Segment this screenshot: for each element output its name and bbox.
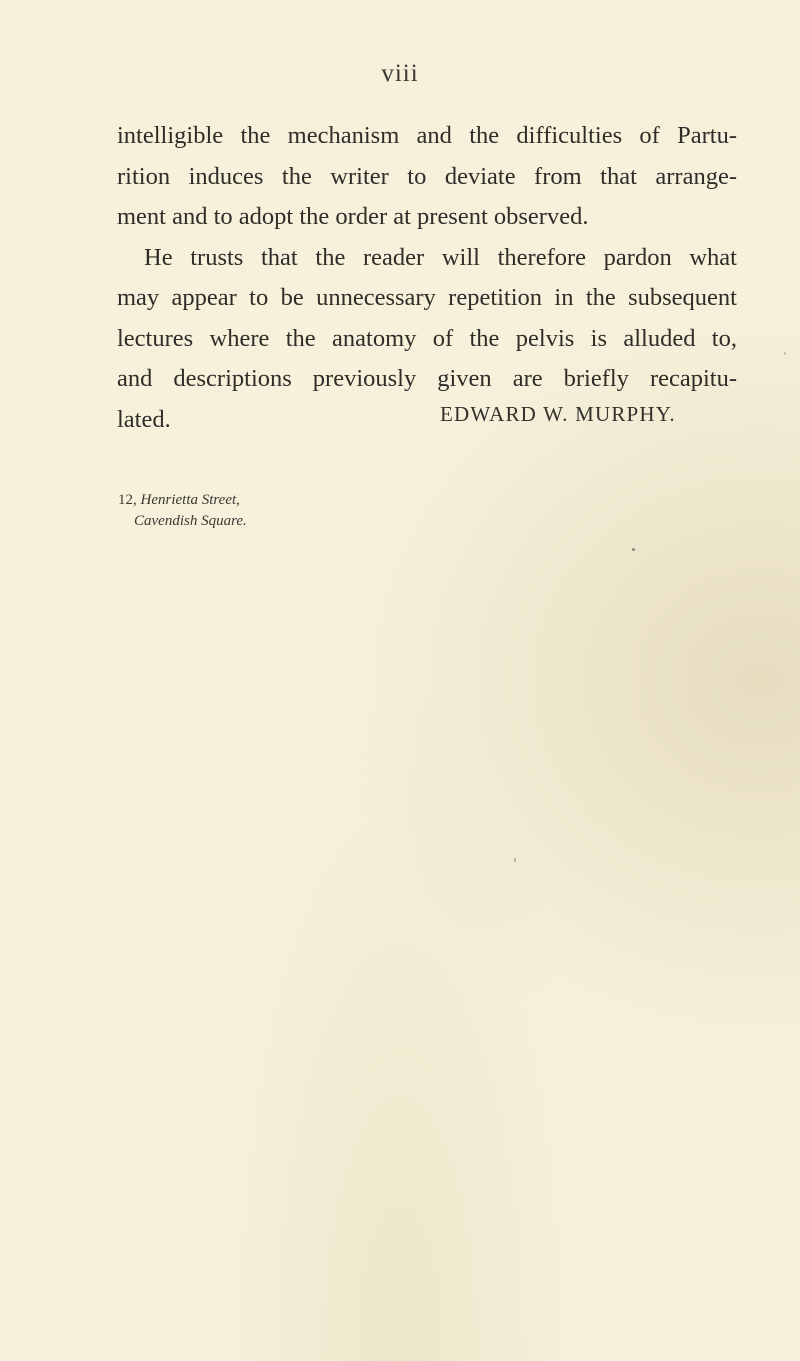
preface-text bbox=[117, 116, 737, 440]
text-line: He trusts that the reader will therefore pardon what bbox=[144, 243, 737, 271]
text-line: ment and to adopt the order at present observed. bbox=[117, 203, 589, 230]
address-number: 12, bbox=[118, 492, 137, 508]
text-line: intelligible the mechanism and the difficulties of Partu- bbox=[117, 122, 737, 149]
text-line: lectures where the anatomy of the pelvis is alluded to, bbox=[117, 324, 737, 352]
paper-speck bbox=[514, 858, 516, 862]
text-line: lated. bbox=[117, 405, 171, 433]
author-signature: EDWARD W. MURPHY. bbox=[440, 402, 676, 426]
paper-speck bbox=[632, 548, 635, 551]
paragraph-1 bbox=[117, 116, 737, 238]
text-line: and descriptions previously given are briefly recapitu- bbox=[117, 365, 737, 392]
address-square: Cavendish Square. bbox=[134, 513, 247, 529]
text-line: rition induces the writer to deviate from that arrange- bbox=[117, 162, 737, 190]
paper-speck bbox=[784, 352, 786, 355]
author-address bbox=[118, 490, 247, 532]
text-line: may appear to be unnecessary repetition in the subsequent bbox=[117, 284, 737, 311]
address-street: Henrietta Street, bbox=[140, 492, 240, 508]
page-number: viii bbox=[381, 60, 419, 87]
